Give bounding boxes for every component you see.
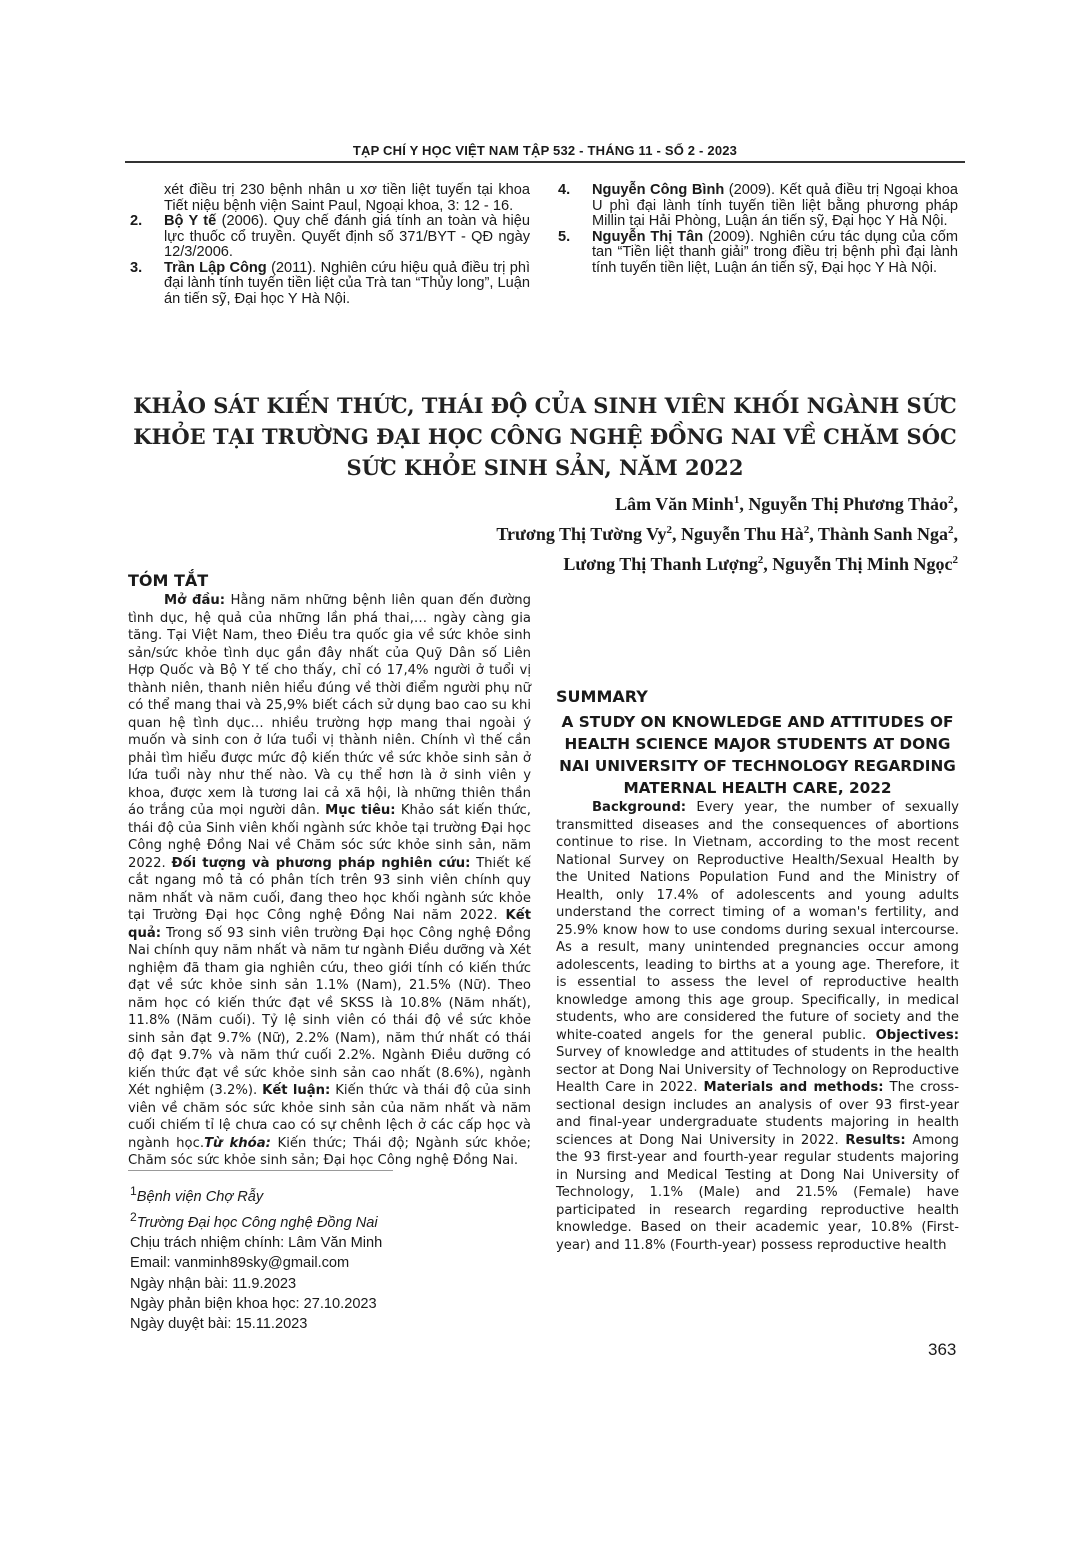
reference-item: 5. Nguyễn Thị Tân (2009). Nghiên cứu tác dụng của cốm tan “Tiền liệt thanh giải” trong điều trị bệnh phì đại lành tính tuyến tiền liệt, Luận án tiến sỹ, Đại học Y Hà Nội. <box>558 228 958 276</box>
summary-english <box>556 686 959 1254</box>
author: Lương Thị Thanh Lượng <box>563 554 758 574</box>
email: Email: vanminh89sky@gmail.com <box>130 1255 350 1272</box>
references-right <box>556 183 958 276</box>
author: Nguyễn Thu Hà <box>681 524 804 544</box>
page-number: 363 <box>928 1340 957 1359</box>
abstract-vietnamese <box>128 570 532 1168</box>
summary-title: A STUDY ON KNOWLEDGE AND ATTITUDES OF HEALTH SCIENCE MAJOR STUDENTS AT DONG NAI UNIVERSITY OF TECHNOLOGY REGARDING MATERNAL HEALTH CARE, 2022 <box>559 713 956 797</box>
reference-item: 2. Bộ Y tế (2006). Quy chế đánh giá tính an toàn và hiệu lực thuốc cổ truyền. Quyết định số 371/BYT - QĐ ngày 12/3/2006. <box>130 213 530 260</box>
footnote-rule <box>128 1170 393 1171</box>
reference-item: xét điều trị 230 bệnh nhân u xơ tiền liệt tuyến tại khoa Tiết niệu bệnh viện Saint Paul, Ngoại khoa, 3: 12 - 16. <box>164 182 530 214</box>
summary-heading: SUMMARY <box>556 687 648 706</box>
author: Lâm Văn Minh <box>615 494 734 514</box>
affiliation: Trường Đại học Công nghệ Đồng Nai <box>136 1214 378 1231</box>
article-title: KHẢO SÁT KIẾN THỨC, THÁI ĐỘ CỦA SINH VIÊN KHỐI NGÀNH SỨC KHỎE TẠI TRƯỜNG ĐẠI HỌC CÔNG NGHỆ ĐỒNG NAI VỀ CHĂM SÓC SỨC KHỎE SINH SẢN, NĂM 2022 <box>133 393 957 480</box>
reference-item: 3. Trần Lập Công (2011). Nghiên cứu hiệu quả điều trị phì đại lành tính tuyến tiền liệt của Trà tan “Thủy long”, Luận án tiến sỹ, Đại học Y Hà Nội. <box>130 259 531 307</box>
author-list: Lâm Văn Minh$^1$, Nguyễn Thị Phương Thảo$^2$, Trương Thị Tường Vy$^2$, Nguyễn Thu $Hà^2$, Thành Sanh Nga$^2$, Lương Thị Thanh Lượng$^2$, Nguyễn Thị Minh Ngọc$^2$ <box>496 494 958 574</box>
accepted-date: Ngày duyệt bài: 15.11.2023 <box>130 1315 308 1332</box>
author: Nguyễn Thị Phương Thảo <box>748 494 948 514</box>
received-date: Ngày nhận bài: 11.9.2023 <box>130 1275 297 1292</box>
reference-item: 4. Nguyễn Công Bình (2009). Kết quả điều trị Ngoại khoa U phì đại lành tính tuyến tiền liệt bằng phương pháp Millin tại Hải Phòng, Luận án tiến sỹ, Đại học Y Hà Nội. <box>558 182 958 229</box>
footnotes: $^1$Bệnh viện Chợ Rẫy $^2$Trường Đại học Công nghệ Đồng Nai Chịu trách nhiệm chính: Lâm Văn Minh Email: vanminh89sky@gmail.com Ngày nhận bài: 11.9.2023 Ngày phản biện khoa học: 27.10.2023 Ngày duyệt bài: 15.11.2023 <box>130 1181 382 1334</box>
author: Trương Thị Tường Vy <box>496 524 667 544</box>
author: Nguyễn Thị Minh Ngọc <box>772 554 953 574</box>
review-date: Ngày phản biện khoa học: 27.10.2023 <box>130 1295 377 1312</box>
header-rule <box>125 161 965 163</box>
summary-body: Background: Every year, the number of sexually transmitted diseases and the consequences of abortions continue to rise. In Vietnam, according to the most recent National Survey on Reproductive Health/Sexual Health by the United Nations Population Fund and the Ministry of Health, only 17.4% of adolescents and young adults understand the correct timing of a woman's fertility, and 25.9% know how to use condoms during sexual intercourse. As a result, many unintended pregnancies occur among adolescents, leading to births at a young age. Therefore, it is essential to assess the level of reproductive health knowledge among this age group. Specifically, in medical students, who are considered the future of society and the white-coated angels for the general public. Objectives: Survey of knowledge and attitudes of students in the health sector at Dong Nai University of Technology on Reproductive Health Care in 2022. Materials and methods: The cross-sectional design includes an analysis of over 93 first-year and final-year undergraduate students majoring in health sciences at Dong Nai University in 2022. Results: Among the 93 first-year and fourth-year regular students majoring in Nursing and Medical Testing at Dong Nai University of Technology, 1.1% (Male) and 21.5% (Female) have participated in research regarding reproductive health knowledge. Based on their academic year, 10.8% (First-year) and 11.8% (Fourth-year) possess reproductive health <box>556 800 959 1253</box>
abstract-body: Mở đầu: Hằng năm những bệnh liên quan đến đường tình dục, hệ quả của những lần phá thai,… ngày càng gia tăng. Tại Việt Nam, theo Điều tra quốc gia về sức khỏe sinh sản/sức khỏe tình dục gần đây nhất của Quỹ Dân số Liên Hợp Quốc và Bộ Y tế cho thấy, chỉ có 17,4% người ở tuổi vị thành niên, thanh niên hiểu đúng về thời điểm người phụ nữ có thể mang thai và 25,9% biết cách sử dụng bao cao su khi quan hệ tình dục… nhiều trường hợp mang thai ngoài ý muốn và sinh con ở lứa tuổi vị thành niên. Chính vì thế cần phải tìm hiểu được mức độ kiến thức về sức khỏe sinh sản ở lứa tuổi này như thế nào. Và cụ thể hơn là ở sinh viên y khoa, được xem là tương lai cả xã hội, là những thiên thần áo trắng của mọi người dân. Mục tiêu: Khảo sát kiến thức, thái độ của Sinh viên khối ngành sức khỏe tại trường Đại học Công nghệ Đồng Nai về Chăm sóc sức khỏe sinh sản, năm 2022. Đối tượng và phương pháp nghiên cứu: Thiết kế cắt ngang mô tả có phân tích trên 93 sinh viên chính quy năm nhất và năm cuối, đang theo học khối ngành sức khỏe tại Trường Đại học Công nghệ Đồng Nai năm 2022. Kết quả: Trong số 93 sinh viên trường Đại học Công nghệ Đồng Nai chính quy năm nhất và năm tư ngành Điều dưỡng và Xét nghiệm đã tham gia nghiên cứu, theo giới tính có kiến thức đạt về sức khỏe sinh sản 1.1% (Nam), 21.5% (Nữ). Theo năm học có kiến thức đạt về SKSS là 10.8% (Năm nhất), 11.8% (Năm cuối). Tỷ lệ sinh viên có thái độ về sức khỏe sinh sản đạt 9.7% (Nữ), 2.2% (Nam), năm thứ nhất có thái độ đạt 9.7% và năm thứ cuối 2.2%. Ngành Điều dưỡng có kiến thức đạt về sức khỏe sinh sản cao nhất (8.6%), ngành Xét nghiệm (3.2%). Kết luận: Kiến thức và thái độ của sinh viên về chăm sóc sức khỏe sinh sản của năm nhất và năm cuối chiếm tỉ lệ chưa cao có sự chênh lệch ở các cấp học và ngành học.Từ khóa: Kiến thức; Thái độ; Ngành sức khỏe; Chăm sóc sức khỏe sinh sản; Đại học Công nghệ Đồng Nai. <box>128 593 532 1168</box>
affiliation: Bệnh viện Chợ Rẫy <box>136 1188 264 1205</box>
abstract-heading: TÓM TẮT <box>128 571 209 590</box>
references-left <box>128 183 530 307</box>
journal-header: TẠP CHÍ Y HỌC VIỆT NAM TẬP 532 - THÁNG 11 - SỐ 2 - 2023 <box>352 143 738 158</box>
corresponding-author: Chịu trách nhiệm chính: Lâm Văn Minh <box>130 1235 383 1252</box>
author: Thành Sanh Nga <box>817 524 948 544</box>
